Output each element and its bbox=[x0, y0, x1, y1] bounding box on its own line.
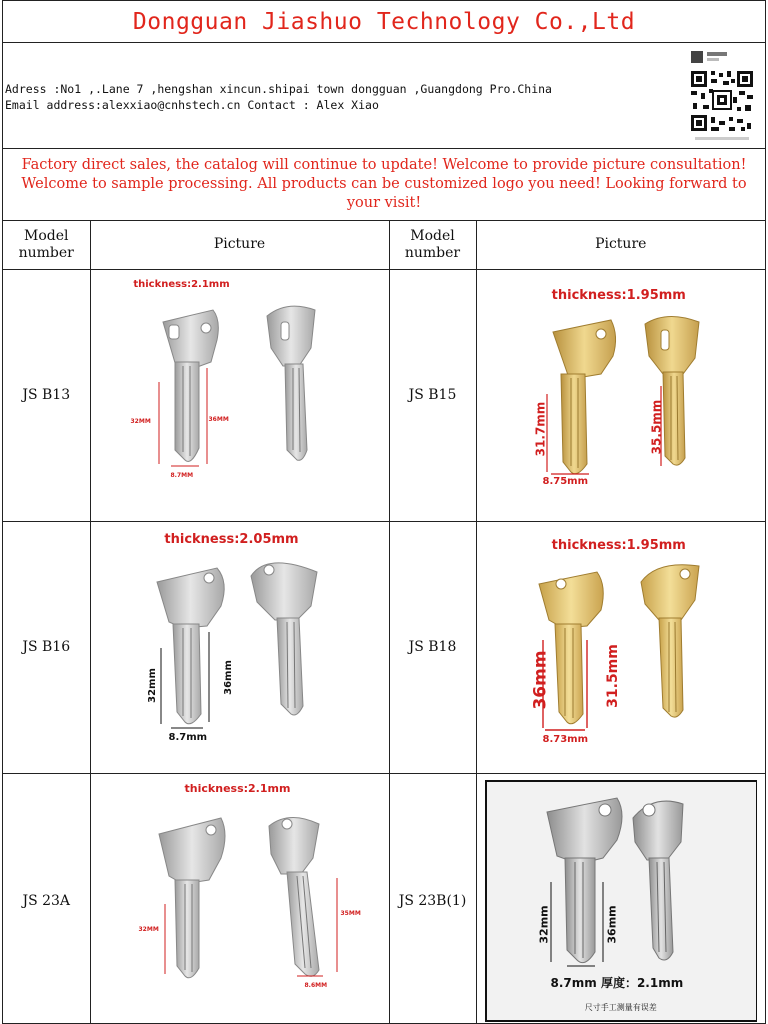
model-cell: JS B16 bbox=[3, 521, 90, 773]
dim-width-thickness: 8.7mm 厚度：2.1mm bbox=[550, 975, 684, 990]
notice-text: Factory direct sales, the catalog will continue to update! Welcome to provide picture consultation! Welcome to sample processing. All products can be customized logo you need! Looking forward to your visit! bbox=[21, 157, 747, 211]
key-blanks-photo bbox=[91, 522, 390, 773]
dim-length: 36mm bbox=[605, 904, 619, 944]
model-cell: JS B13 bbox=[3, 269, 90, 521]
address-line: Adress :No1 ,.Lane 7 ,hengshan xincun.shipai town dongguan ,Guangdong Pro.China bbox=[5, 82, 552, 96]
company-title: Dongguan Jiashuo Technology Co.,Ltd bbox=[132, 8, 636, 35]
key-back bbox=[267, 306, 315, 460]
key-blanks-photo bbox=[91, 774, 390, 1024]
dim-width: 8.7MM bbox=[170, 471, 194, 479]
dim-length: 35.5mm bbox=[648, 399, 663, 454]
dim-length: 36mm bbox=[222, 659, 234, 695]
dim-length: 31.7mm bbox=[532, 401, 547, 456]
email-line: Email address:alexxiao@cnhstech.cn Contact : Alex Xiao bbox=[5, 98, 379, 112]
dim-length: 31.5mm bbox=[604, 643, 621, 708]
dim-width: 8.73mm bbox=[542, 733, 589, 745]
key-back bbox=[269, 817, 319, 976]
dim-length: 32mm bbox=[146, 667, 158, 703]
picture-cell bbox=[90, 773, 389, 1024]
measurement-caption: 尺寸手工测量有误差 bbox=[584, 1002, 657, 1012]
qr-code-icon bbox=[689, 69, 755, 133]
header bbox=[3, 1, 765, 43]
dim-length: 35MM bbox=[340, 909, 361, 917]
product-table bbox=[3, 221, 765, 1024]
picture-cell bbox=[476, 773, 765, 1024]
wechat-qr-code bbox=[687, 51, 757, 143]
key-blanks-photo bbox=[91, 270, 390, 521]
thickness-label: thickness:1.95mm bbox=[551, 287, 686, 303]
dim-length: 32MM bbox=[138, 925, 159, 933]
thickness-label: thickness:1.95mm bbox=[551, 537, 686, 553]
picture-cell bbox=[90, 269, 389, 521]
dim-length: 32MM bbox=[130, 417, 151, 425]
notice-banner bbox=[3, 149, 765, 221]
catalog-page bbox=[2, 0, 766, 1024]
picture-cell bbox=[90, 521, 389, 773]
header-picture: Picture bbox=[90, 221, 389, 269]
thickness-label: thickness:2.1mm bbox=[184, 781, 291, 795]
thickness-label: thickness:2.1mm bbox=[133, 278, 230, 290]
picture-cell bbox=[476, 269, 765, 521]
header-model-number: Model number bbox=[389, 221, 476, 269]
key-back bbox=[641, 564, 699, 716]
key-back bbox=[251, 562, 317, 714]
model-cell: JS 23B(1) bbox=[389, 773, 476, 1024]
dim-length: 36MM bbox=[208, 415, 229, 423]
key-blanks-photo bbox=[477, 270, 766, 521]
header-picture: Picture bbox=[476, 221, 765, 269]
dim-length: 32mm bbox=[537, 904, 551, 944]
key-front bbox=[163, 310, 218, 462]
contact-section bbox=[3, 43, 765, 149]
key-blanks-photo bbox=[477, 522, 766, 773]
dim-length: 36mm bbox=[530, 649, 551, 710]
picture-cell bbox=[476, 521, 765, 773]
key-front bbox=[159, 818, 225, 978]
header-model-number: Model number bbox=[3, 221, 90, 269]
model-cell: JS 23A bbox=[3, 773, 90, 1024]
model-cell: JS B18 bbox=[389, 521, 476, 773]
thickness-label: thickness:2.05mm bbox=[164, 531, 299, 547]
key-front bbox=[157, 568, 224, 724]
key-front bbox=[553, 320, 616, 474]
avatar bbox=[691, 51, 703, 63]
model-cell: JS B15 bbox=[389, 269, 476, 521]
dim-width: 8.6MM bbox=[304, 981, 328, 989]
dim-width: 8.75mm bbox=[542, 475, 589, 487]
product-photo-frame bbox=[485, 780, 758, 1022]
dim-width: 8.7mm bbox=[168, 731, 208, 743]
